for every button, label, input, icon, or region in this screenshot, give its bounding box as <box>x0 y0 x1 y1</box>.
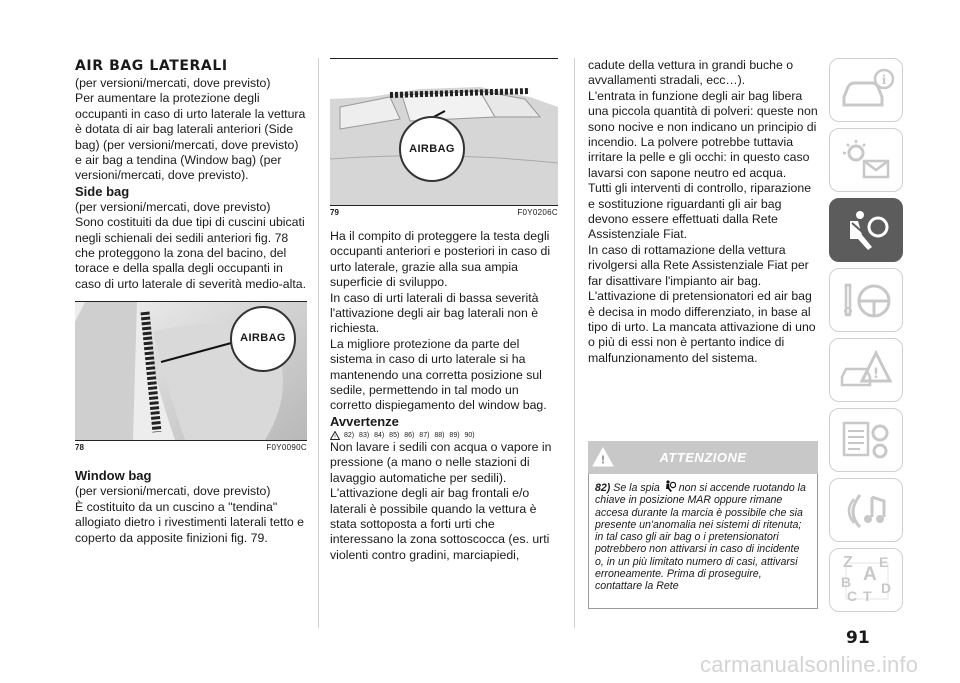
tab-safety[interactable] <box>829 198 903 262</box>
index-letter: B <box>841 574 852 590</box>
index-letter: T <box>863 588 872 604</box>
warnings-heading: Avvertenze <box>330 413 399 429</box>
index-letter: C <box>847 588 858 604</box>
multimedia-icon <box>838 487 894 533</box>
window-bag-heading: Window bag <box>75 468 152 484</box>
svg-text:!: ! <box>333 434 337 440</box>
figure-number: 79 <box>330 208 339 217</box>
tab-maintenance[interactable] <box>829 408 903 472</box>
maintenance-icon <box>838 417 894 463</box>
column-middle <box>330 58 558 563</box>
index-letter-grid <box>829 548 903 612</box>
svg-text:i: i <box>881 73 887 87</box>
attention-body <box>588 474 818 609</box>
paragraph: (per versioni/mercati, dove previsto) <box>75 76 271 90</box>
figure-caption <box>75 443 307 452</box>
tab-warning-lights[interactable] <box>829 128 903 192</box>
attention-header <box>588 441 818 474</box>
steering-wheel-icon <box>838 277 894 323</box>
figure-79 <box>330 59 558 206</box>
airbag-label: AIRBAG <box>409 143 455 155</box>
index-letter: Z <box>843 554 853 571</box>
car-window-bag-illustration <box>330 59 558 205</box>
index-letter: A <box>863 564 877 585</box>
paragraph: L'entrata in funzione degli air bag libera una piccola quantità di polveri: queste non sono nocive e non indicano un principio di incendio. La polvere potrebbe tuttavia irritare la pelle e gli occhi: in questo caso lavarsi con sapone neutro ed acqua. <box>588 88 818 180</box>
page-number: 91 <box>846 628 870 648</box>
warning-references <box>330 431 558 440</box>
tab-emergency[interactable] <box>829 338 903 402</box>
column-divider <box>574 58 575 628</box>
section-title: AIR BAG LATERALI <box>75 58 228 74</box>
paragraph: È costituito da un cuscino a "tendina" allogiato dietro i rivestimenti laterali tetto e coperto da apposite finizioni fig. 79. <box>75 499 304 545</box>
paragraph: Per aumentare la protezione degli occupanti in caso di urto laterale la vettura è dotata di air bag laterali anteriori (Side bag) (per versioni/mercati, dove previsto) e air bag a tendina (Window bag) (per versioni/mercati, dove previsto). <box>75 91 306 183</box>
tab-driving[interactable] <box>829 268 903 332</box>
warning-triangle-icon <box>330 431 340 440</box>
figure-number: 78 <box>75 443 84 453</box>
column-left <box>75 58 307 546</box>
chapter-tabs <box>829 58 903 618</box>
airbag-warning-light-icon <box>663 480 676 493</box>
tab-car-info[interactable] <box>829 58 903 122</box>
warning-refs-list: 82) 83) 84) 85) 86) 87) 88) 89) 90) <box>344 431 475 439</box>
car-info-icon <box>838 67 894 113</box>
column-divider <box>318 58 319 628</box>
paragraph: (per versioni/mercati, dove previsto) <box>75 484 271 499</box>
paragraph: In caso di urti laterali di bassa severità l'attivazione degli air bag laterali non è richiesta. <box>330 290 539 336</box>
attention-box <box>588 441 818 609</box>
attention-title: ATTENZIONE <box>659 450 747 465</box>
svg-text:!: ! <box>872 366 880 382</box>
index-letter: D <box>881 580 892 596</box>
paragraph: Ha il compito di proteggere la testa degli occupanti anteriori e posteriori in caso di urto laterale, grazie alla sua ampia superficie di sviluppo. <box>330 229 551 290</box>
paragraph: Sono costituiti da due tipi di cuscini ubicati negli schienali dei sedili anteriori fig. 78 che proteggono la zona del bacino, del torace e della spalla degli occupanti in caso di urto laterale di severità medio-alta. <box>75 215 307 291</box>
attention-ref-number: 82) <box>595 482 611 494</box>
side-bag-heading: Side bag <box>75 183 130 199</box>
breakdown-icon <box>838 347 894 393</box>
paragraph: Tutti gli interventi di controllo, riparazione e sostituzione riguardanti gli air bag devono essere effettuati dalla Rete Assistenziale Fiat. <box>588 181 812 242</box>
airbag-label: AIRBAG <box>240 332 286 345</box>
warning-lights-icon <box>838 137 894 183</box>
column-right <box>588 58 820 366</box>
attention-text: Se la spia <box>613 482 660 494</box>
attention-text: non si accende ruotando la chiave in posizione MAR oppure rimane accesa durante la marcia è possibile che sia presente un'anomalia nei sistemi di ritenuta; in tal caso gli air bag o i pretensionatori potrebbero non attivarsi in caso di incidente o, in un più limitato numero di casi, attivarsi erroneamente. Prima di proseguire, contattare la Rete <box>595 482 806 593</box>
paragraph: La migliore protezione da parte del sistema in caso di urto laterale si ha mantenendo una corretta posizione sul sedile, permettendo in tal modo un corretto dispiegamento del window bag. <box>330 336 547 413</box>
paragraph: L'attivazione di pretensionatori ed air bag è decisa in modo differenziato, in base al tipo di urto. La mancata attivazione di uno o più di essi non è pertanto indice di malfunzionamento del sistema. <box>588 289 816 365</box>
tab-multimedia[interactable] <box>829 478 903 542</box>
paragraph: Non lavare i sedili con acqua o vapore in pressione (a mano o nelle stazioni di lavaggio automatiche per sedili). <box>330 439 552 485</box>
watermark: carmanualsonline.info <box>700 652 919 677</box>
seat-airbag-icon <box>838 207 894 253</box>
paragraph: (per versioni/mercati, dove previsto) <box>75 199 271 214</box>
figure-caption <box>330 208 558 217</box>
figure-78 <box>75 302 307 441</box>
svg-text:!: ! <box>600 453 606 467</box>
paragraph: cadute della vettura in grandi buche o avvallamenti stradali, ecc…). <box>588 58 794 88</box>
index-letter: E <box>879 554 889 570</box>
seat-airbag-illustration <box>75 302 307 440</box>
paragraph: L'attivazione degli air bag frontali e/o laterali è possibile quando la vettura è stata sottoposta a forti urti che interessano la zona sottoscocca (es. urti violenti contro gradini, marciapiedi, <box>330 486 550 562</box>
figure-code: F0Y0206C <box>517 208 558 217</box>
paragraph: In caso di rottamazione della vettura rivolgersi alla Rete Assistenziale Fiat per far disattivare l'impianto air bag. <box>588 242 809 288</box>
figure-code: F0Y0090C <box>266 443 307 453</box>
